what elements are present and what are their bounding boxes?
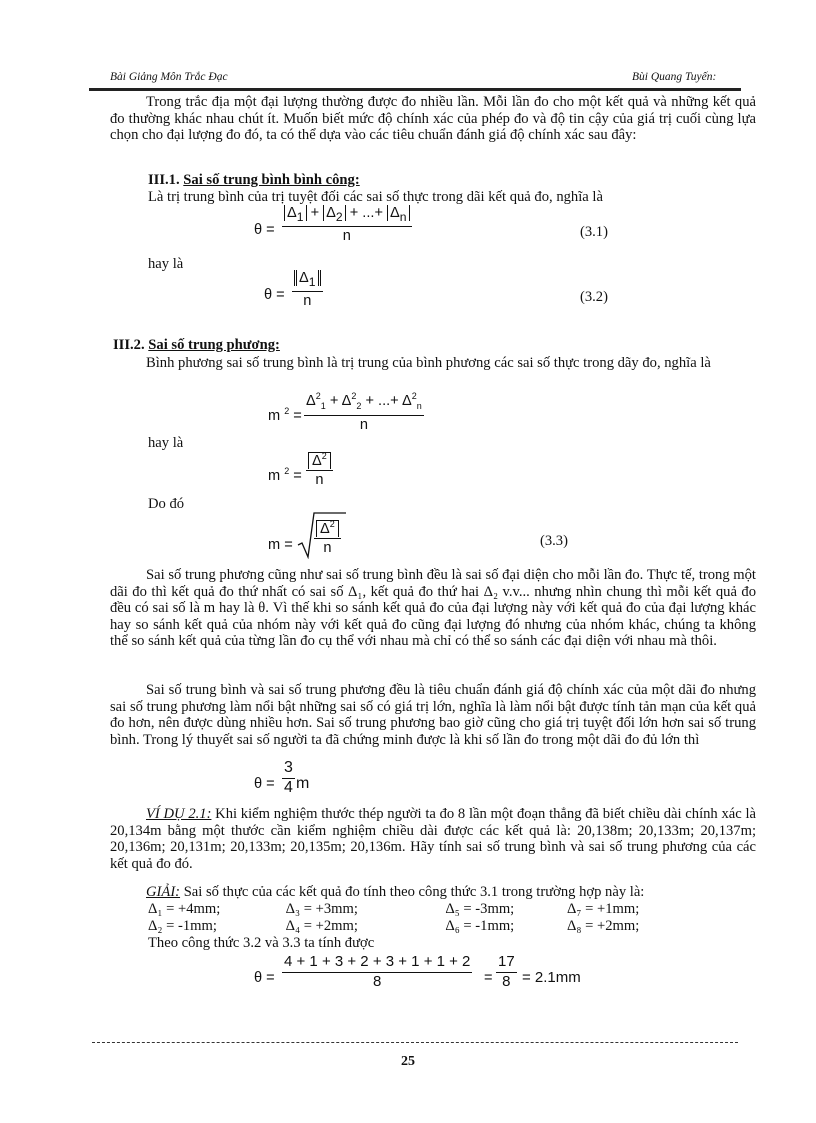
- hay-la-2: hay là: [148, 435, 184, 451]
- mid-numerator: 17: [498, 953, 515, 970]
- do-do: Do đó: [148, 496, 185, 512]
- m-symbol: m =: [268, 537, 293, 553]
- equation-label-3-1: (3.1): [580, 224, 608, 240]
- equation-label-3-2: (3.2): [580, 289, 608, 305]
- m-squared-symbol: m $^2$ =: [268, 406, 302, 424]
- section-2-text: Bình phương sai số trung bình là trị trung của bình phương các sai số thực trong dãy đo, nghĩa là: [146, 355, 711, 371]
- section-heading-2: [113, 337, 280, 354]
- equation-3-1: $\Delta_1 + \Delta_2$ + ...+ $\Delta_n$ n: [282, 205, 412, 245]
- paragraph-comparison: Sai số trung bình và sai số trung phương đều là tiêu chuẩn đánh giá độ chính xác của một dãi đo nhưng sai số trung phương làm nổi bật những sai số có giá trị lớn, nghĩa là làm nổi bật được tính tản mạn của kết quả đo hơn, nên được dùng nhiều hơn. Sai số trung phương bao giờ cũng cho giá trị tuyệt đối lớn hơn sai số trung bình. Trong lý thuyết sai số người ta đã chứng minh được là khi số lần đo trong một dãi đo đủ lớn thì: [110, 682, 756, 748]
- error-value: Δ₂ = -1mm;: [148, 918, 217, 934]
- theta-symbol: θ =: [254, 776, 275, 792]
- section-heading-1: [148, 172, 360, 189]
- error-value: Δ₄ = +2mm;: [285, 918, 358, 934]
- section-1-text: Là trị trung bình của trị tuyệt đối các sai số thực trong dãi kết quả đo, nghĩa là: [148, 189, 603, 205]
- solution-label: GIẢI:: [146, 884, 181, 900]
- m-squared-symbol: m $^2$ =: [268, 466, 302, 484]
- m-symbol: m: [296, 775, 310, 792]
- equation-theta-ratio: 3 4: [284, 759, 293, 796]
- header-course-title: Bài Giảng Môn Trắc Đạc: [110, 71, 228, 83]
- theta-symbol: θ =: [254, 222, 275, 238]
- equation-label-3-3: (3.3): [540, 533, 568, 549]
- hay-la-1: hay là: [148, 256, 184, 272]
- footer-rule: [92, 1042, 738, 1043]
- equation-m-squared: $\Delta^2_1 + \Delta^2_2$ + ...+ $\Delta^2_n$ n: [306, 391, 422, 434]
- example-paragraph: [110, 806, 756, 872]
- theta-sum-fraction: [282, 954, 472, 990]
- header-rule: [89, 88, 741, 91]
- error-row-1: [148, 901, 639, 918]
- solution-then: Theo công thức 3.2 và 3.3 ta tính được: [148, 935, 375, 951]
- paragraph-representative-error: Sai số trung phương cũng như sai số trung bình đều là sai số đại diện cho mỗi lần đo. Thực tế, trong một dãi đo thì kết quả đo thứ nhất có sai số Δ₁, kết quả đo thứ hai Δ₂ v.v... nhưng nhìn chung thì mỗi kết quả đo đều có sai số là m hay là θ. Vì thế khi so sánh kết quả đo của đại lượng này với kết quả đo của đại lượng khác hay so sánh kết quả của nhóm này với kết quả đo cũng đại lượng đó nhưng của nhóm khác, chúng ta không thể so sánh kết quả của từng lần đo cụ thể với nhau mà chỉ có thể so sánh các đại diện với nhau mà thôi.: [110, 567, 756, 649]
- theta-numerator: 4 + 1 + 3 + 2 + 3 + 1 + 1 + 2: [284, 953, 471, 970]
- error-value: Δ₃ = +3mm;: [285, 901, 358, 917]
- section-number: III.2.: [113, 337, 145, 353]
- mid-denominator: 8: [502, 972, 511, 990]
- solution-text: Sai số thực của các kết quả đo tính theo công thức 3.1 trong trường hợp này là:: [180, 884, 645, 900]
- error-value: Δ₅ = -3mm;: [445, 901, 515, 917]
- theta-denominator: 8: [373, 972, 382, 990]
- section-number: III.1.: [148, 172, 180, 188]
- error-row-2: [148, 918, 639, 935]
- equals-sign: =: [484, 970, 493, 986]
- equation-3-2: $\Delta_1$ n: [292, 270, 323, 310]
- equation-3-3: $\Delta^2$ n: [314, 516, 341, 557]
- error-value: Δ₇ = +1mm;: [566, 901, 640, 917]
- theta-symbol: θ =: [254, 970, 275, 986]
- error-value: Δ₁ = +4mm;: [148, 901, 221, 917]
- page-number: 25: [401, 1054, 415, 1069]
- example-label: VÍ DỤ 2.1:: [146, 806, 212, 822]
- error-value: Δ₈ = +2mm;: [566, 918, 640, 934]
- theta-result: = 2.1mm: [522, 969, 581, 986]
- equation-m-squared-gauss: $\Delta^2$ n: [306, 448, 333, 489]
- theta-mid-fraction: [496, 954, 517, 990]
- section-title: Sai số trung bình bình công:: [183, 172, 360, 188]
- solution-paragraph: [110, 884, 756, 901]
- theta-symbol: θ =: [264, 287, 285, 303]
- error-value: Δ₆ = -1mm;: [445, 918, 515, 934]
- section-title: Sai số trung phương:: [148, 337, 280, 353]
- intro-paragraph: Trong trắc địa một đại lượng thường được đo nhiều lần. Mỗi lần đo cho một kết quả và những kết quả đo thường khác nhau chút ít. Muốn biết mức độ chính xác của phép đo và độ tin cậy của giá trị cuối cùng lựa chọn cho đại lượng đo đó, ta có thể dựa vào các tiêu chuẩn đánh giá độ chính xác sau đây:: [110, 94, 756, 143]
- example-text: Khi kiểm nghiệm thước thép người ta đo 8 lần một đoạn thẳng đã biết chiều dài chính xác là 20,134m bằng một thước cần kiểm nghiệm chiều dài được các kết quả là: 20,138m; 20,133m; 20,137m; 20,136m; 20,131m; 20,133m; 20,135m; 20,136m. Hãy tính sai số trung bình và sai số trung phương của các kết quả đo đó.: [110, 806, 756, 872]
- header-author: Bùi Quang Tuyến:: [632, 71, 717, 83]
